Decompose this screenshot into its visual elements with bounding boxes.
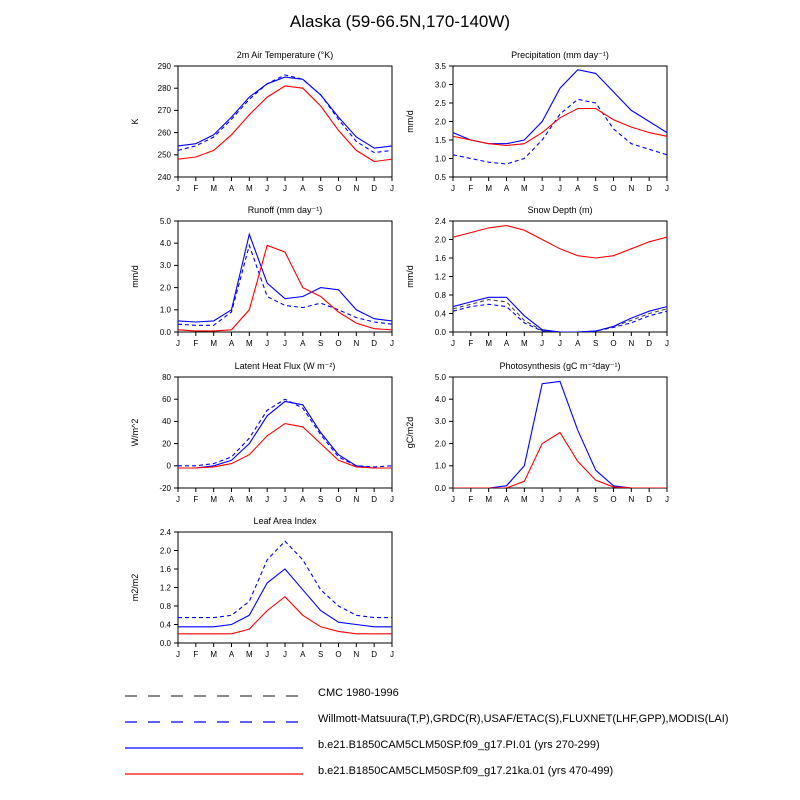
- figure-title: Alaska (59-66.5N,170-140W): [289, 12, 511, 31]
- svg-text:270: 270: [157, 106, 171, 116]
- svg-text:2m Air Temperature (°K): 2m Air Temperature (°K): [236, 50, 334, 60]
- legend: [0, 682, 800, 786]
- svg-text:3.0: 3.0: [159, 261, 171, 271]
- svg-text:N: N: [353, 650, 360, 659]
- svg-text:0: 0: [166, 461, 171, 471]
- svg-text:N: N: [628, 184, 635, 193]
- chart-latent-heat-flux: [110, 356, 420, 514]
- svg-text:A: A: [300, 184, 306, 193]
- svg-text:1.6: 1.6: [159, 564, 171, 574]
- svg-text:M: M: [210, 495, 218, 504]
- svg-text:0.5: 0.5: [434, 172, 446, 182]
- svg-text:M: M: [210, 339, 218, 348]
- chart-leaf-area-index: [110, 511, 420, 669]
- svg-text:gC/m2d: gC/m2d: [405, 416, 415, 449]
- svg-text:0.0: 0.0: [159, 638, 171, 648]
- svg-text:J: J: [176, 495, 180, 504]
- svg-text:1.6: 1.6: [434, 253, 446, 263]
- legend-item-observations: [0, 708, 800, 734]
- svg-text:0.4: 0.4: [159, 620, 171, 630]
- svg-text:A: A: [575, 339, 581, 348]
- svg-text:F: F: [193, 339, 199, 348]
- svg-text:M: M: [245, 184, 253, 193]
- svg-text:Photosynthesis (gC m⁻²day⁻¹): Photosynthesis (gC m⁻²day⁻¹): [499, 361, 621, 371]
- svg-text:2.0: 2.0: [434, 439, 446, 449]
- chart-photosynthesis: [385, 356, 695, 514]
- svg-text:2.0: 2.0: [159, 546, 171, 556]
- svg-text:A: A: [228, 650, 235, 659]
- svg-text:250: 250: [157, 150, 171, 160]
- svg-text:mm/d: mm/d: [130, 265, 140, 288]
- svg-text:J: J: [665, 339, 669, 348]
- svg-text:F: F: [468, 184, 474, 193]
- legend-line-sample-observations: [125, 716, 303, 728]
- svg-text:D: D: [646, 495, 653, 504]
- svg-text:40: 40: [162, 417, 171, 427]
- svg-text:D: D: [371, 184, 378, 193]
- svg-text:Precipitation (mm day⁻¹): Precipitation (mm day⁻¹): [511, 50, 609, 60]
- legend-label: Willmott-Matsuura(T,P),GRDC(R),USAF/ETAC(S),FLUXNET(LHF,GPP),MODIS(LAI): [318, 713, 729, 725]
- svg-text:0.8: 0.8: [159, 601, 171, 611]
- svg-text:N: N: [628, 495, 635, 504]
- svg-text:J: J: [265, 184, 270, 193]
- svg-text:J: J: [665, 495, 669, 504]
- svg-text:J: J: [390, 650, 394, 659]
- svg-text:O: O: [335, 339, 342, 348]
- chart-runoff: [110, 200, 420, 358]
- svg-text:3.5: 3.5: [434, 61, 446, 71]
- svg-text:Snow Depth (m): Snow Depth (m): [527, 205, 593, 215]
- svg-text:1.2: 1.2: [434, 272, 446, 282]
- svg-text:M: M: [210, 184, 218, 193]
- svg-text:4.0: 4.0: [434, 395, 446, 404]
- svg-text:N: N: [353, 184, 360, 193]
- svg-text:A: A: [228, 339, 235, 348]
- svg-text:M: M: [485, 184, 493, 193]
- svg-text:Leaf Area Index: Leaf Area Index: [253, 516, 317, 526]
- svg-text:J: J: [283, 339, 287, 348]
- svg-text:A: A: [575, 495, 581, 504]
- svg-text:A: A: [300, 495, 306, 504]
- svg-text:J: J: [390, 184, 394, 193]
- svg-text:J: J: [265, 339, 270, 348]
- svg-text:J: J: [540, 339, 545, 348]
- legend-label: b.e21.B1850CAM5CLM50SP.f09_g17.PI.01 (yrs 270-299): [318, 739, 600, 751]
- svg-text:80: 80: [162, 372, 171, 382]
- svg-text:J: J: [540, 495, 545, 504]
- svg-text:M: M: [245, 339, 253, 348]
- svg-text:A: A: [575, 184, 581, 193]
- svg-text:D: D: [371, 339, 378, 348]
- svg-text:J: J: [390, 495, 394, 504]
- svg-text:J: J: [451, 184, 455, 193]
- svg-text:J: J: [176, 339, 180, 348]
- svg-text:J: J: [176, 184, 180, 193]
- svg-text:S: S: [592, 495, 599, 504]
- svg-text:2.0: 2.0: [434, 117, 446, 127]
- svg-text:N: N: [353, 339, 360, 348]
- svg-text:0.8: 0.8: [434, 290, 446, 300]
- legend-line-sample-21ka-run: [125, 768, 303, 780]
- svg-text:J: J: [265, 495, 270, 504]
- svg-text:F: F: [193, 650, 199, 659]
- svg-text:5.0: 5.0: [159, 216, 171, 226]
- svg-text:M: M: [485, 339, 493, 348]
- svg-text:S: S: [317, 650, 324, 659]
- svg-text:F: F: [193, 184, 199, 193]
- svg-text:N: N: [628, 339, 635, 348]
- svg-text:O: O: [335, 184, 342, 193]
- svg-text:290: 290: [157, 61, 171, 71]
- svg-text:1.5: 1.5: [434, 135, 446, 145]
- svg-text:J: J: [558, 495, 562, 504]
- legend-item-pi-run: [0, 734, 800, 760]
- svg-text:1.2: 1.2: [159, 583, 171, 593]
- svg-text:M: M: [245, 650, 253, 659]
- svg-text:M: M: [520, 184, 528, 193]
- svg-text:O: O: [610, 184, 617, 193]
- svg-text:280: 280: [157, 84, 171, 93]
- svg-text:D: D: [646, 339, 653, 348]
- legend-line-sample-cmc: [125, 690, 303, 702]
- svg-text:1.0: 1.0: [159, 305, 171, 315]
- svg-text:F: F: [468, 495, 474, 504]
- svg-text:A: A: [503, 495, 510, 504]
- svg-text:O: O: [335, 650, 342, 659]
- svg-text:2.0: 2.0: [159, 283, 171, 293]
- svg-text:S: S: [317, 339, 324, 348]
- svg-text:M: M: [210, 650, 218, 659]
- svg-text:F: F: [468, 339, 474, 348]
- svg-text:A: A: [300, 339, 306, 348]
- svg-text:0.0: 0.0: [434, 483, 446, 493]
- svg-text:3.0: 3.0: [434, 80, 446, 90]
- svg-text:M: M: [245, 495, 253, 504]
- svg-text:M: M: [485, 495, 493, 504]
- svg-text:mm/d: mm/d: [405, 265, 415, 288]
- svg-text:mm/d: mm/d: [405, 110, 415, 133]
- svg-text:0.0: 0.0: [159, 327, 171, 337]
- legend-line-sample-pi-run: [125, 742, 303, 754]
- svg-text:0.4: 0.4: [434, 309, 446, 319]
- svg-text:A: A: [503, 184, 510, 193]
- svg-text:0.0: 0.0: [434, 327, 446, 337]
- svg-text:A: A: [503, 339, 510, 348]
- legend-item-21ka-run: [0, 760, 800, 786]
- svg-text:W/m^2: W/m^2: [130, 418, 140, 447]
- svg-text:J: J: [176, 650, 180, 659]
- svg-text:K: K: [130, 118, 140, 125]
- svg-text:A: A: [228, 184, 235, 193]
- svg-text:240: 240: [157, 172, 171, 182]
- svg-text:J: J: [283, 495, 287, 504]
- svg-text:D: D: [646, 184, 653, 193]
- svg-text:m2/m2: m2/m2: [130, 573, 140, 602]
- svg-text:M: M: [520, 339, 528, 348]
- svg-text:Latent Heat Flux (W m⁻²): Latent Heat Flux (W m⁻²): [234, 361, 336, 371]
- svg-text:J: J: [665, 184, 669, 193]
- svg-text:O: O: [610, 495, 617, 504]
- svg-text:S: S: [592, 339, 599, 348]
- svg-text:J: J: [265, 650, 270, 659]
- svg-text:A: A: [228, 495, 235, 504]
- svg-text:2.0: 2.0: [434, 235, 446, 245]
- svg-text:O: O: [335, 495, 342, 504]
- svg-text:D: D: [371, 495, 378, 504]
- svg-text:O: O: [610, 339, 617, 348]
- svg-text:1.0: 1.0: [434, 461, 446, 471]
- svg-text:N: N: [353, 495, 360, 504]
- svg-text:260: 260: [157, 128, 171, 138]
- svg-text:D: D: [371, 650, 378, 659]
- legend-label: CMC 1980-1996: [318, 687, 399, 699]
- svg-text:2.4: 2.4: [434, 216, 446, 226]
- legend-item-cmc: [0, 682, 800, 708]
- svg-text:-20: -20: [159, 483, 171, 493]
- svg-text:A: A: [300, 650, 306, 659]
- svg-text:20: 20: [162, 439, 171, 449]
- svg-text:2.4: 2.4: [159, 527, 171, 537]
- legend-label: b.e21.B1850CAM5CLM50SP.f09_g17.21ka.01 (yrs 470-499): [318, 765, 614, 777]
- svg-text:5.0: 5.0: [434, 372, 446, 382]
- svg-text:S: S: [317, 184, 324, 193]
- svg-text:60: 60: [162, 395, 171, 404]
- svg-text:4.0: 4.0: [159, 239, 171, 248]
- svg-text:J: J: [451, 495, 455, 504]
- svg-text:F: F: [193, 495, 199, 504]
- svg-text:M: M: [520, 495, 528, 504]
- svg-text:J: J: [451, 339, 455, 348]
- chart-snow-depth: [385, 200, 695, 358]
- svg-text:3.0: 3.0: [434, 417, 446, 427]
- svg-text:J: J: [558, 184, 562, 193]
- svg-text:J: J: [558, 339, 562, 348]
- svg-text:J: J: [540, 184, 545, 193]
- svg-text:J: J: [390, 339, 394, 348]
- chart-precipitation: [385, 45, 695, 203]
- svg-text:2.5: 2.5: [434, 98, 446, 108]
- svg-text:1.0: 1.0: [434, 154, 446, 164]
- svg-text:S: S: [592, 184, 599, 193]
- svg-text:S: S: [317, 495, 324, 504]
- chart-2m-air-temperature: [110, 45, 420, 203]
- svg-text:J: J: [283, 184, 287, 193]
- svg-text:Runoff (mm day⁻¹): Runoff (mm day⁻¹): [247, 205, 323, 215]
- svg-text:J: J: [283, 650, 287, 659]
